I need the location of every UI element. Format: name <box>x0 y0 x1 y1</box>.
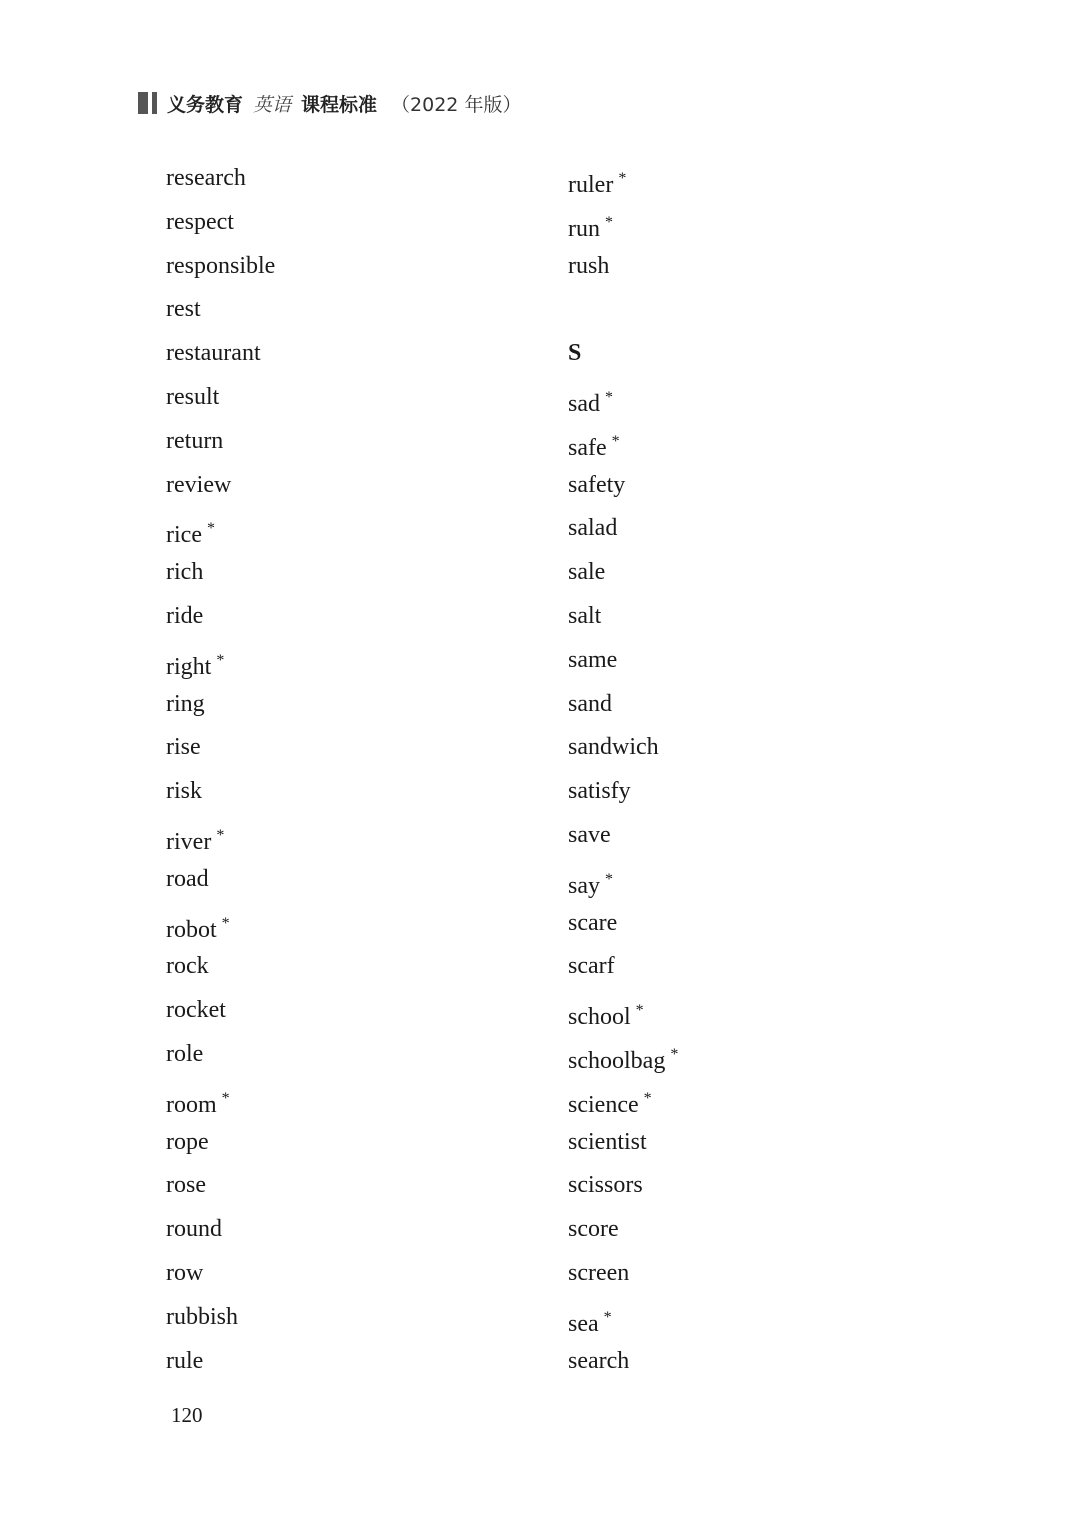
word-entry <box>166 1208 275 1252</box>
word-text: rocket <box>166 997 226 1024</box>
word-text: result <box>166 383 220 410</box>
word-text: ride <box>166 602 204 629</box>
word-entry <box>568 945 678 989</box>
word-entry <box>166 1296 275 1340</box>
word-entry <box>166 683 275 727</box>
word-entry <box>166 770 275 814</box>
word-entry <box>166 245 275 289</box>
word-text: sale <box>568 559 606 586</box>
star-marker: * <box>221 914 230 932</box>
word-list-left-column <box>166 157 275 1383</box>
star-marker: * <box>605 213 613 231</box>
word-entry <box>166 726 275 770</box>
word-text: save <box>568 821 611 848</box>
word-text: sand <box>568 690 612 717</box>
word-text: round <box>166 1216 222 1243</box>
word-text: robot <box>166 916 217 943</box>
word-text: rope <box>166 1128 209 1155</box>
word-entry <box>166 945 275 989</box>
word-text: score <box>568 1216 619 1243</box>
word-text: restaurant <box>166 340 261 367</box>
word-text: rich <box>166 559 204 586</box>
star-marker: * <box>605 870 613 888</box>
star-marker: * <box>216 826 225 844</box>
word-text: same <box>568 646 618 673</box>
star-marker: * <box>216 651 225 669</box>
word-entry <box>166 595 275 639</box>
word-text: say <box>568 872 600 899</box>
word-entry <box>166 1252 275 1296</box>
word-text: review <box>166 471 232 498</box>
header-edition: （2022 年版） <box>391 93 522 116</box>
word-entry <box>568 551 678 595</box>
word-text: rock <box>166 953 209 980</box>
word-entry <box>166 507 275 551</box>
word-entry <box>166 902 275 946</box>
word-entry <box>568 157 678 201</box>
word-text: role <box>166 1040 204 1067</box>
word-text: responsible <box>166 252 276 279</box>
word-entry <box>568 1033 678 1077</box>
page-number: 120 <box>171 1403 203 1427</box>
word-text: screen <box>568 1259 630 1286</box>
section-letter-heading <box>568 332 678 376</box>
word-text: risk <box>166 778 202 805</box>
word-entry <box>166 858 275 902</box>
word-entry <box>166 332 275 376</box>
word-text: river <box>166 828 212 855</box>
word-text: sad <box>568 390 600 417</box>
word-entry <box>568 464 678 508</box>
word-text: schoolbag <box>568 1047 666 1074</box>
word-text: scientist <box>568 1128 647 1155</box>
word-entry <box>568 1296 678 1340</box>
word-text: rubbish <box>166 1303 238 1330</box>
star-marker: * <box>611 432 620 450</box>
word-text: sandwich <box>568 734 659 761</box>
star-marker: * <box>670 1045 679 1063</box>
word-text: rose <box>166 1172 206 1199</box>
word-entry <box>166 1121 275 1165</box>
word-entry <box>568 858 678 902</box>
word-entry <box>568 683 678 727</box>
word-text: scarf <box>568 953 615 980</box>
word-entry <box>568 639 678 683</box>
word-entry <box>166 639 275 683</box>
word-text: rush <box>568 252 610 279</box>
word-text: scissors <box>568 1172 643 1199</box>
star-marker: * <box>643 1089 652 1107</box>
blank-line <box>568 288 678 332</box>
star-marker: * <box>618 170 627 187</box>
word-text: ruler <box>568 172 614 198</box>
running-header <box>138 88 521 118</box>
word-entry <box>166 814 275 858</box>
word-text: research <box>166 165 246 191</box>
word-text: rule <box>166 1347 204 1374</box>
word-entry <box>568 245 678 289</box>
word-entry <box>166 201 275 245</box>
word-entry <box>166 1077 275 1121</box>
word-text: rest <box>166 296 201 323</box>
word-text: road <box>166 865 209 892</box>
header-bar-wide <box>138 92 148 114</box>
word-entry <box>568 1077 678 1121</box>
word-entry <box>568 376 678 420</box>
word-entry <box>166 464 275 508</box>
word-entry <box>568 1252 678 1296</box>
word-text: search <box>568 1347 630 1374</box>
star-marker: * <box>635 1002 644 1020</box>
word-text: school <box>568 1004 631 1031</box>
word-entry <box>568 770 678 814</box>
header-standard: 课程标准 <box>301 93 378 116</box>
word-text: safety <box>568 471 626 498</box>
word-entry <box>568 507 678 551</box>
header-title: 义务教育 <box>167 93 244 116</box>
word-entry <box>568 1340 678 1384</box>
word-text: salad <box>568 515 618 542</box>
star-marker: * <box>605 388 613 406</box>
word-entry <box>568 902 678 946</box>
section-letter: S <box>568 340 582 367</box>
word-entry <box>568 989 678 1033</box>
word-text: return <box>166 427 224 454</box>
word-text: right <box>166 653 212 680</box>
word-entry <box>166 376 275 420</box>
word-entry <box>568 420 678 464</box>
word-text: safe <box>568 434 607 461</box>
word-entry <box>568 1208 678 1252</box>
word-entry <box>568 1121 678 1165</box>
header-bar-mark <box>138 92 157 114</box>
word-text: scare <box>568 909 618 936</box>
star-marker: * <box>603 1308 612 1326</box>
word-entry <box>166 551 275 595</box>
word-entry <box>166 420 275 464</box>
word-text: row <box>166 1259 204 1286</box>
word-entry <box>568 814 678 858</box>
word-text: rice <box>166 522 202 549</box>
word-entry <box>166 989 275 1033</box>
word-entry <box>568 726 678 770</box>
header-subject: 英语 <box>253 93 292 116</box>
word-text: respect <box>166 208 234 235</box>
word-list-right-column <box>568 157 678 1383</box>
word-entry <box>568 1164 678 1208</box>
word-text: science <box>568 1091 639 1118</box>
word-entry <box>166 1340 275 1384</box>
word-text: run <box>568 215 600 242</box>
word-entry <box>166 1033 275 1077</box>
word-text: ring <box>166 690 205 717</box>
word-text: room <box>166 1091 217 1118</box>
header-bar-narrow <box>152 92 157 114</box>
word-text: salt <box>568 602 602 629</box>
word-entry <box>568 201 678 245</box>
word-text: rise <box>166 734 201 761</box>
word-text: satisfy <box>568 778 631 805</box>
word-text: sea <box>568 1310 599 1337</box>
star-marker: * <box>206 520 215 538</box>
word-entry <box>166 288 275 332</box>
word-entry <box>166 1164 275 1208</box>
star-marker: * <box>221 1089 230 1107</box>
word-entry <box>166 157 275 201</box>
word-entry <box>568 595 678 639</box>
